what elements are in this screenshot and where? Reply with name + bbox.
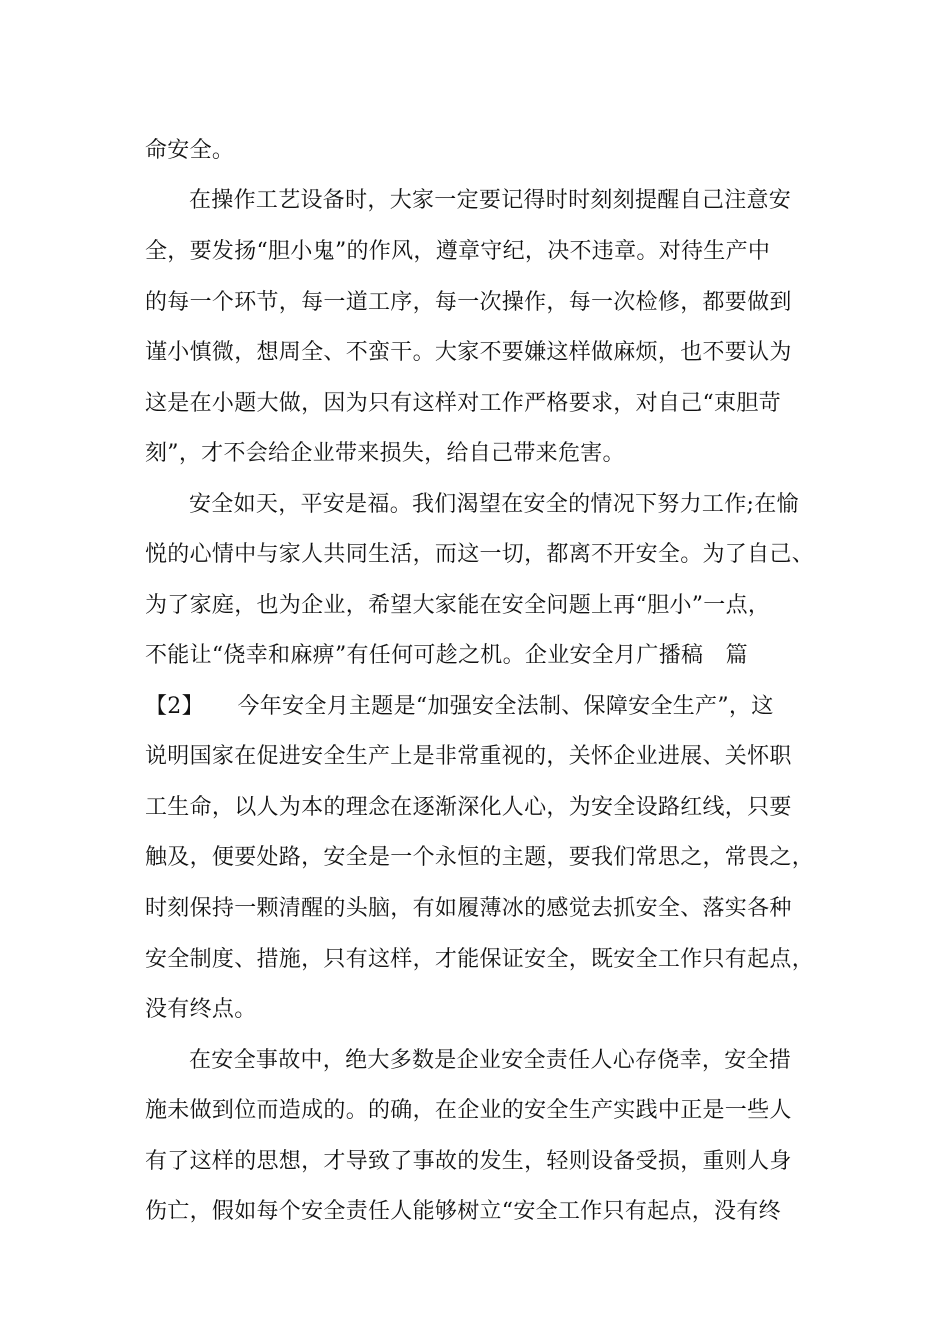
text-line: 工生命，以人为本的理念在逐渐深化人心，为安全设路红线，只要 <box>145 795 792 820</box>
text-line: 有了这样的思想，才导致了事故的发生，轻则设备受损，重则人身 <box>145 1149 792 1174</box>
text-line: 说明国家在促进安全生产上是非常重视的，关怀企业进展、关怀职 <box>145 744 792 769</box>
text-line: 为了家庭，也为企业，希望大家能在安全问题上再“胆小”一点， <box>145 593 771 618</box>
text-line: 没有终点。 <box>145 997 257 1022</box>
text-line: 触及，便要处路，安全是一个永恒的主题，要我们常思之，常畏之， <box>145 845 815 870</box>
text-line: 谨小慎微，想周全、不蛮干。大家不要嫌这样做麻烦，也不要认为 <box>145 340 792 365</box>
text-line: 悦的心情中与家人共同生活，而这一切，都离不开安全。为了自己、 <box>145 542 815 567</box>
text-line: 施未做到位而造成的。的确，在企业的安全生产实践中正是一些人 <box>145 1098 792 1123</box>
text-line: 不能让“侥幸和麻痹”有任何可趁之机。企业安全月广播稿 篇 <box>145 643 748 668</box>
text-line: 安全制度、措施，只有这样，才能保证安全，既安全工作只有起点， <box>145 947 815 972</box>
text-line: 【2】 今年安全月主题是“加强安全法制、保障安全生产”，这 <box>145 694 774 719</box>
paragraph-start-line: 在操作工艺设备时，大家一定要记得时时刻刻提醒自己注意安 <box>189 188 792 213</box>
text-line: 的每一个环节，每一道工序，每一次操作，每一次检修，都要做到 <box>145 290 792 315</box>
text-line: 时刻保持一颗清醒的头脑，有如履薄冰的感觉去抓安全、落实各种 <box>145 896 792 921</box>
text-line: 伤亡，假如每个安全责任人能够树立“安全工作只有起点，没有终 <box>145 1199 781 1224</box>
paragraph-start-line: 在安全事故中，绝大多数是企业安全责任人心存侥幸，安全措 <box>189 1048 792 1073</box>
text-line: 全，要发扬“胆小鬼”的作风，遵章守纪，决不违章。对待生产中 <box>145 239 771 264</box>
text-line: 这是在小题大做，因为只有这样对工作严格要求，对自己“束胆苛 <box>145 391 781 416</box>
text-line: 刻”，才不会给企业带来损失，给自己带来危害。 <box>145 441 625 466</box>
paragraph-start-line: 安全如天，平安是福。我们渴望在安全的情况下努力工作;在愉 <box>189 492 799 517</box>
text-line: 命安全。 <box>145 138 235 163</box>
